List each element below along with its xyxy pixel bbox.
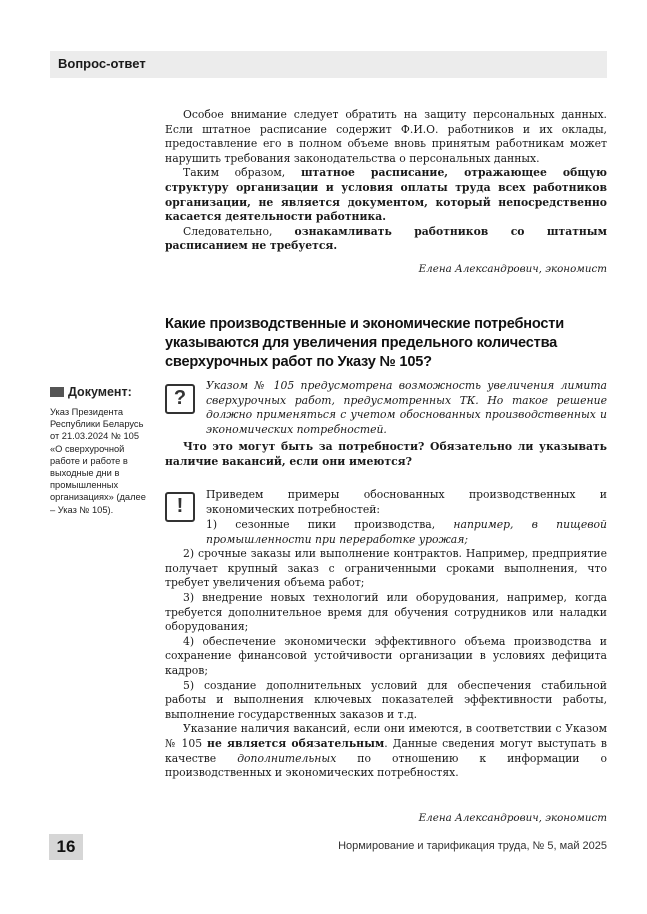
intro-paragraph-2: Таким образом, штатное расписание, отражающее общую структуру организации и условия оплаты труда всех работников организации, не является документом, который непосредственно касается деятельности работника. [165,166,608,224]
exclamation-icon: ! [165,492,195,522]
question-italic: Указом № 105 предусмотрена возможность увеличения лимита сверхурочных работ, предусмотренных ТК. Но такое решение должно применяться с учетом обоснованных производственных и экономических потребностей. [206,379,607,436]
document-sidebar [50,383,150,516]
list-item-5: 5) создание дополнительных условий для обеспечения стабильной работы и выполнения ключевых показателей эффективности работы, выполнение государственных заказов и т.д. [165,678,607,721]
question-icon: ? [165,384,195,414]
section-title: Вопрос-ответ [58,56,146,71]
page-number: 16 [49,834,83,860]
list-item-3: 3) внедрение новых технологий или оборудования, например, когда требуется дополнительное время для обучения сотрудников или наладки оборудования; [165,590,607,634]
article-headline: Какие производственные и экономические потребности указываются для увеличения предельного количества сверхурочных работ по Указу № 105? [165,316,565,370]
intro-paragraph-1: Особое внимание следует обратить на защиту персональных данных. Если штатное расписание содержит Ф.И.О. работников и их оклады, предоставление его в полном объеме вновь принятым работникам может нарушить требования законодательства о персональных данных. [165,108,607,165]
answer-intro: Приведем примеры обоснованных производственных и экономических потребностей: [206,488,607,516]
document-title: Документ: [68,385,132,399]
final-paragraph: Указание наличия вакансий, если они имеются, в соответствии с Указом № 105 не является обязательным. Данные сведения могут выступать в качестве дополнительных по отношению к информации о производственных и экономических потребностях. [165,722,607,780]
question-text [206,379,607,437]
answer-list [165,518,607,781]
list-item-4: 4) обеспечение экономически эффективного объема производства и сохранение финансовой устойчивости организации в условиях дефицита кадров; [165,634,607,677]
intro-text [165,108,607,254]
question-bold-block [165,440,607,469]
question-bold: Что это могут быть за потребности? Обязательно ли указывать наличие вакансий, если они имеются? [165,440,607,468]
journal-footer: Нормирование и тарификация труда, № 5, май 2025 [338,840,607,852]
list-item-2: 2) срочные заказы или выполнение контрактов. Например, предприятие получает крупный заказ с ограниченными сроками выполнения, что требует увеличения объема работ; [165,547,607,590]
answer-signature: Елена Александрович, экономист [418,812,607,824]
document-marker-icon [50,387,64,397]
intro-paragraph-3: Следовательно, ознакамливать работников со штатным расписанием не требуется. [165,224,608,253]
intro-signature: Елена Александрович, экономист [418,263,607,275]
document-reference: Указ Президента Республики Беларусь от 21.03.2024 № 105 «О сверхурочной работе и работе в выходные дни в промышленных организациях» (далее – Указ № 105). [50,407,146,515]
list-item-1: 1) сезонные пики производства, например, в пищевой промышленности при переработке урожая; [206,518,608,546]
